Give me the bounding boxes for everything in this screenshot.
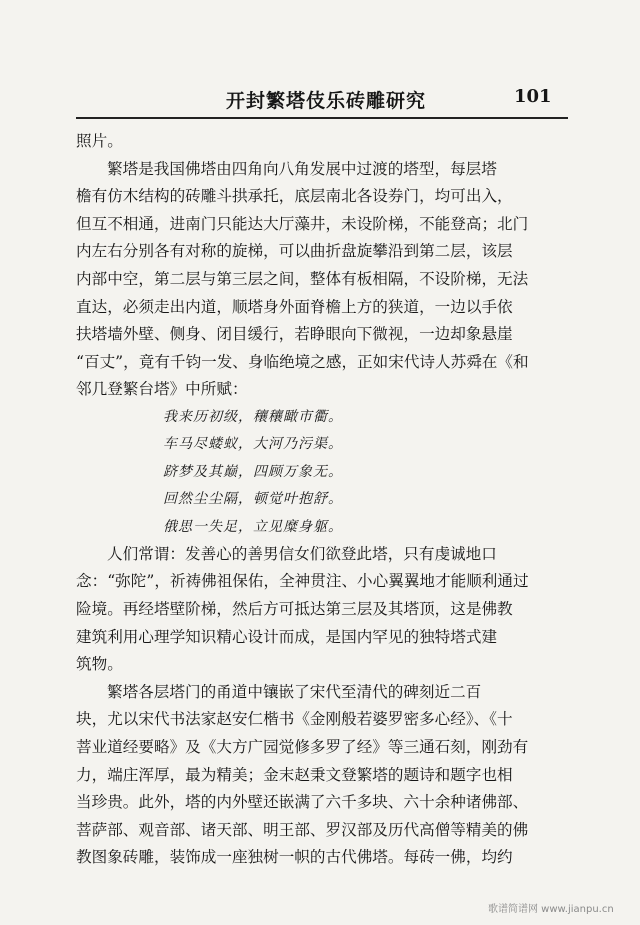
poem-line: 我来历初级，穰穰瞰市衢。 bbox=[163, 408, 343, 425]
text-line: 内部中空，第二层与第三层之间，整体有板相隔，不设阶梯，无法 bbox=[76, 269, 529, 288]
text-line: 扶塔墙外壁、侧身、闭目缓行，若睁眼向下微视，一边却象悬崖 bbox=[76, 325, 513, 344]
text-line: 但互不相通，进南门只能达大厅藻井，未设阶梯，不能登高；北门 bbox=[76, 214, 529, 233]
text-line: 邻几登繁台塔》中所赋： bbox=[76, 380, 248, 399]
text-line: 力，端庄浑厚，最为精美；金末赵秉文登繁塔的题诗和题字也相 bbox=[76, 765, 513, 784]
paragraph-first-line: 繁塔是我国佛塔由四角向八角发展中过渡的塔型，每层塔 bbox=[107, 159, 497, 178]
text-line: 念：“弥陀”，祈祷佛祖保佑，全神贯注、小心翼翼地才能顺利通过 bbox=[76, 572, 529, 591]
text-line: 内左右分别各有对称的旋梯，可以曲折盘旋攀沿到第二层，该层 bbox=[76, 242, 513, 261]
poem-line: 车马尽蝼蚁，大河乃污渠。 bbox=[163, 436, 343, 453]
text-line: 直达，必须走出内道，顺塔身外面脊檐上方的狭道，一边以手依 bbox=[76, 297, 513, 316]
text-line: 当珍贵。此外，塔的内外壁还嵌满了六千多块、六十余种诸佛部、 bbox=[76, 793, 529, 812]
poem-block bbox=[76, 404, 568, 541]
text-line: “百丈”，竟有千钧一发、身临绝境之感，正如宋代诗人苏舜在《和 bbox=[76, 352, 529, 371]
text-line: 照片。 bbox=[76, 132, 123, 150]
poem-line: 俄思一失足，立见糜身躯。 bbox=[163, 518, 343, 535]
text-line: 教图象砖雕，装饰成一座独树一帜的古代佛塔。每砖一佛，均约 bbox=[76, 848, 513, 867]
text-line: 菩业道经要略》及《大方广园觉修多罗了经》等三通石刻，刚劲有 bbox=[76, 738, 529, 757]
poem-line: 跻梦及其巅，四顾万象无。 bbox=[163, 463, 343, 480]
running-head-title: 开封繁塔伎乐砖雕研究 bbox=[226, 90, 427, 112]
paragraph-first-line: 人们常谓：发善心的善男信女们欲登此塔，只有虔诚地口 bbox=[107, 544, 497, 563]
text-line: 筑物。 bbox=[76, 655, 123, 674]
text-line: 险境。再经塔壁阶梯，然后方可抵达第三层及其塔顶，这是佛教 bbox=[76, 600, 513, 619]
site-watermark: 歌谱简谱网 www.jianpu.cn bbox=[488, 904, 614, 915]
text-line: 块，尤以宋代书法家赵安仁楷书《金刚般若婆罗密多心经》、《十 bbox=[76, 710, 513, 729]
text-line: 菩萨部、观音部、诸天部、明王部、罗汉部及历代高僧等精美的佛 bbox=[76, 820, 529, 839]
text-line: 檐有仿木结构的砖雕斗拱承托，底层南北各设券门，均可出入， bbox=[76, 187, 513, 206]
header-rule bbox=[76, 117, 568, 119]
body-text bbox=[76, 128, 568, 872]
text-line: 建筑利用心理学知识精心设计而成，是国内罕见的独特塔式建 bbox=[76, 627, 498, 646]
page-number: 101 bbox=[514, 86, 552, 107]
poem-line: 回然尘尘隔，顿觉叶抱舒。 bbox=[163, 491, 343, 508]
paragraph-first-line: 繁塔各层塔门的甬道中镶嵌了宋代至清代的碑刻近二百 bbox=[107, 682, 482, 701]
